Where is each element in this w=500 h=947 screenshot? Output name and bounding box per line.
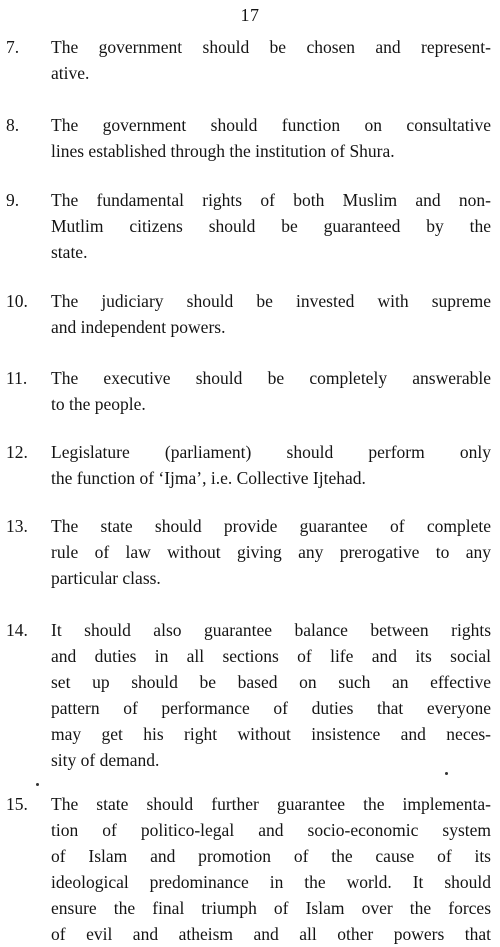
text-line: The state should provide guarantee of complete <box>51 516 491 536</box>
item-text <box>51 439 491 491</box>
text-line: The executive should be completely answerable <box>51 368 491 388</box>
text-line: The government should be chosen and represent- <box>51 37 491 57</box>
item-text <box>51 288 491 340</box>
text-line: the function of ‘Ijma’, i.e. Collective Ijtehad. <box>51 468 366 488</box>
text-line: It should also guarantee balance between rights <box>51 620 491 640</box>
text-line: set up should be based on such an effective <box>51 672 491 692</box>
text-line: rule of law without giving any prerogative to any <box>51 542 491 562</box>
page-number: 17 <box>240 5 260 25</box>
text-line: pattern of performance of duties that everyone <box>51 698 491 718</box>
text-line: tion of politico-legal and socio-economic system <box>51 820 491 840</box>
text-line: Mutlim citizens should be guaranteed by the <box>51 216 491 236</box>
item-text <box>51 791 491 947</box>
scan-speck <box>36 783 39 786</box>
item-text <box>51 34 491 86</box>
text-line: particular class. <box>51 568 161 588</box>
text-line: The fundamental rights of both Muslim and non- <box>51 190 491 210</box>
text-line: sity of demand. <box>51 750 160 770</box>
item-text <box>51 617 491 773</box>
item-number: 8. <box>6 115 20 135</box>
item-number: 14. <box>6 620 28 640</box>
text-line: Legislature (parliament) should perform only <box>51 442 491 462</box>
text-line: and duties in all sections of life and its social <box>51 646 491 666</box>
text-line: The government should function on consultative <box>51 115 491 135</box>
item-number: 12. <box>6 442 28 462</box>
item-text <box>51 187 491 265</box>
text-line: The judiciary should be invested with supreme <box>51 291 491 311</box>
text-line: ensure the final triumph of Islam over the forces <box>51 898 491 918</box>
text-line: of evil and atheism and all other powers that <box>51 924 491 944</box>
text-line: to the people. <box>51 394 146 414</box>
text-line: may get his right without insistence and neces- <box>51 724 491 744</box>
item-number: 9. <box>6 190 20 210</box>
item-number: 13. <box>6 516 28 536</box>
item-text <box>51 365 491 417</box>
item-text <box>51 112 491 164</box>
item-number: 10. <box>6 291 28 311</box>
scan-speck <box>445 772 448 775</box>
item-number: 15. <box>6 794 28 814</box>
item-text <box>51 513 491 591</box>
item-number: 11. <box>6 368 28 388</box>
text-line: and independent powers. <box>51 317 226 337</box>
text-line: state. <box>51 242 88 262</box>
text-line: of Islam and promotion of the cause of its <box>51 846 491 866</box>
item-number: 7. <box>6 37 20 57</box>
text-line: ative. <box>51 63 90 83</box>
text-line: The state should further guarantee the implementa- <box>51 794 491 814</box>
text-line: lines established through the institution of Shura. <box>51 141 395 161</box>
text-line: ideological predominance in the world. It should <box>51 872 491 892</box>
